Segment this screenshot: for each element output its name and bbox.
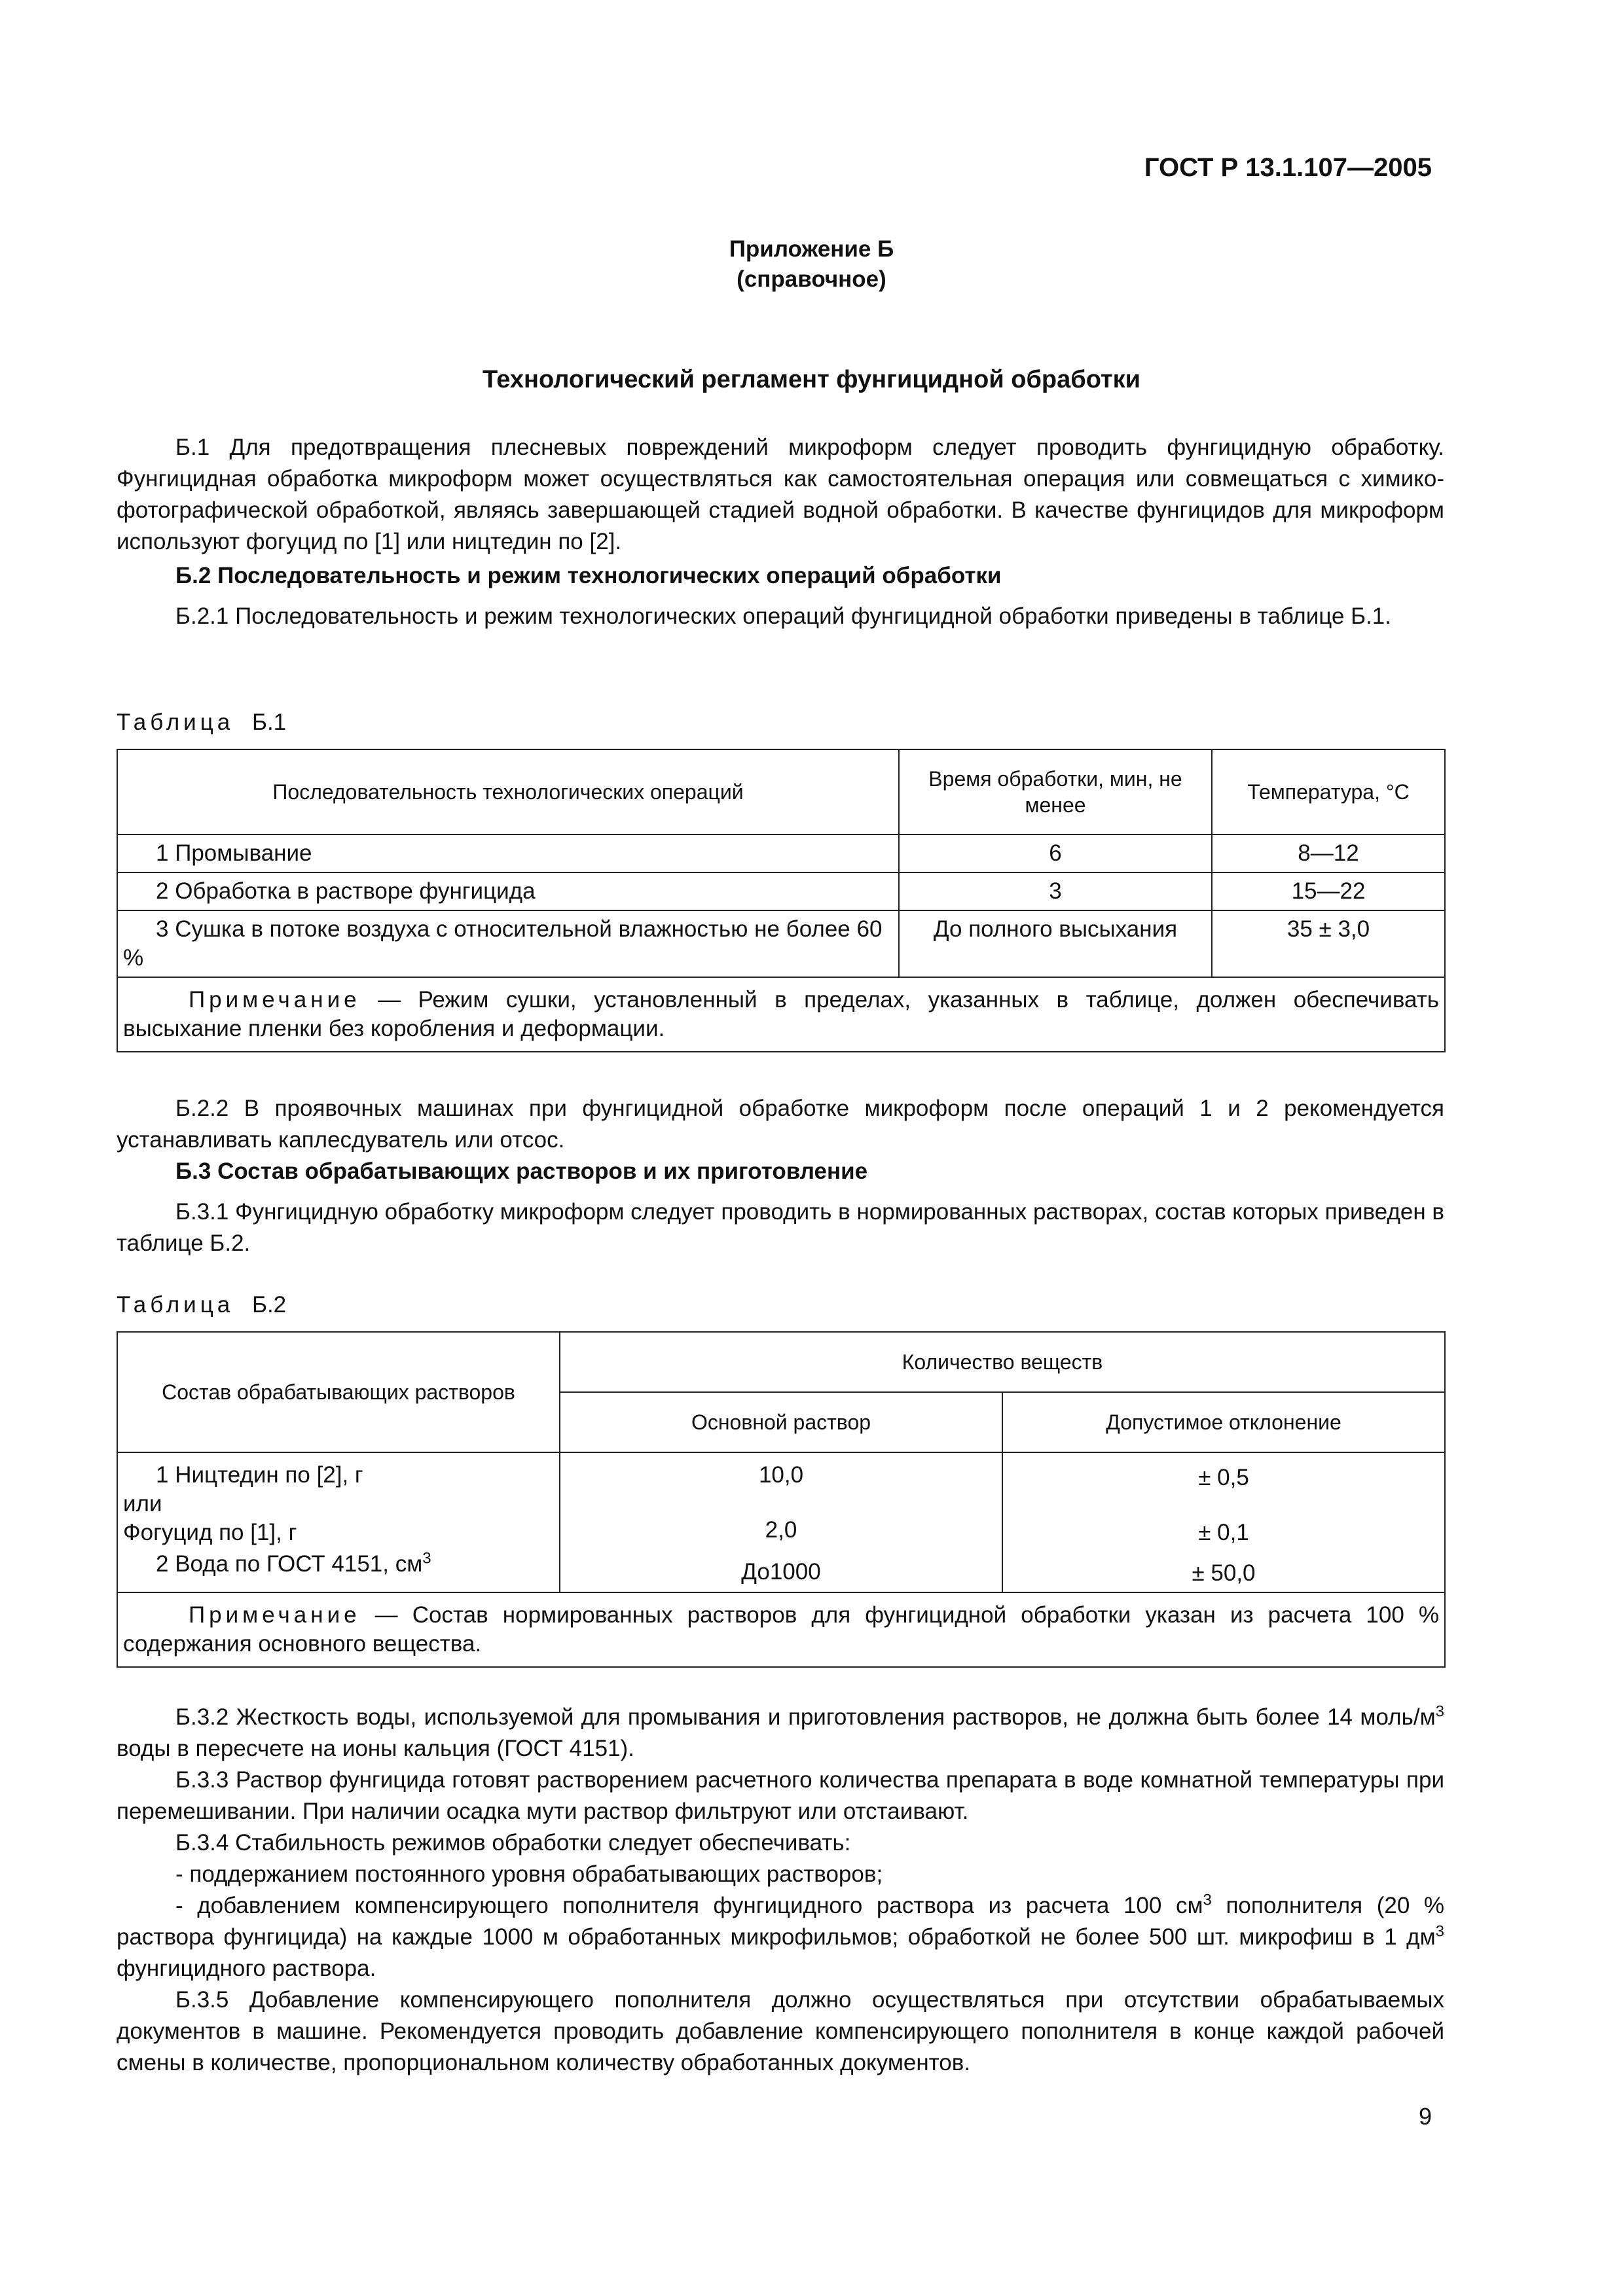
paragraph-b34-item2-part2: пополнителя (20 % раствора фунгицида) на каждые 1000 м обработанных микрофильмов; обработкой не более 500 шт. микрофиш в 1 дм xyxy=(117,1893,1444,1950)
table-b2-item-water xyxy=(123,1547,554,1579)
table-b1-cell-temperature: 35 ± 3,0 xyxy=(1212,910,1445,977)
table-b1-cell-operation: 1 Промывание xyxy=(117,834,899,872)
table-b2-dev-fogucid: ± 0,1 xyxy=(1198,1520,1249,1545)
paragraph-b34-item2-sup1: 3 xyxy=(1203,1891,1212,1909)
paragraph-b34-item2-part1: - добавлением компенсирующего пополнителя фунгицидного раствора из расчета 100 см xyxy=(175,1893,1203,1918)
table-b2-value-fogucid: 2,0 xyxy=(765,1517,797,1543)
table-b1-header-temperature: Температура, °С xyxy=(1212,749,1445,834)
table-b1-note-row xyxy=(117,977,1445,1052)
document-code: ГОСТ Р 13.1.107—2005 xyxy=(1144,153,1432,182)
table-b1-header-row xyxy=(117,749,1445,834)
appendix-title: Приложение Б xyxy=(729,236,894,262)
table-b1-caption-word: Таблица xyxy=(117,709,234,735)
section-b22-b31 xyxy=(117,1093,1444,1259)
table-b2-note-text: — Состав нормированных растворов для фунгицидной обработки указан из расчета 100 % содержания основного вещества. xyxy=(123,1602,1439,1657)
table-b1-cell-temperature: 8—12 xyxy=(1212,834,1445,872)
table-b1-header-time: Время обработки, мин, не менее xyxy=(899,749,1212,834)
table-b1-caption-num: Б.1 xyxy=(251,709,287,735)
paragraph-b1: Б.1 Для предотвращения плесневых повреждений микроформ следует проводить фунгицидную обработку. Фунгицидная обработка микроформ может осуществляться как самостоятельная операция или совмещаться с химико-фотографической обработкой, являясь завершающей стадией водной обработки. В качестве фунгицидов для микроформ используют фогуцид по [1] или ництедин по [2]. xyxy=(117,435,1444,554)
table-b1-header-operations: Последовательность технологических операций xyxy=(117,749,899,834)
table-b1-note-label: Примечание xyxy=(189,987,361,1013)
table-b2-cell-composition xyxy=(117,1452,560,1592)
table-b2-caption-word: Таблица xyxy=(117,1292,234,1318)
table-b1-cell-time: 6 xyxy=(899,834,1212,872)
table-b2-dev-nitsedin: ± 0,5 xyxy=(1198,1465,1249,1490)
heading-b3: Б.3 Состав обрабатывающих растворов и их приготовление xyxy=(175,1158,868,1184)
table-b2-cell-base xyxy=(560,1452,1002,1592)
table-b2-dev-water: ± 50,0 xyxy=(1192,1560,1256,1586)
section-b32-b35 xyxy=(117,1702,1444,2079)
table-b1-note-text: — Режим сушки, установленный в пределах, указанных в таблице, должен обеспечивать высыхание пленки без коробления и деформации. xyxy=(123,987,1439,1041)
table-b2-item-water-label: 2 Вода по ГОСТ 4151, см xyxy=(156,1551,423,1577)
appendix-kind: (справочное) xyxy=(737,266,886,292)
paragraph-b32 xyxy=(117,1702,1444,1765)
paragraph-b22: Б.2.2 В проявочных машинах при фунгицидной обработке микроформ после операций 1 и 2 рекомендуется устанавливать каплесдуватель или отсос. xyxy=(117,1096,1444,1153)
table-b1-block xyxy=(117,707,1444,1052)
table-row xyxy=(117,872,1445,910)
table-b2-item-water-sup: 3 xyxy=(422,1549,431,1568)
paragraph-b34-item2 xyxy=(117,1890,1444,1984)
paragraph-b34: Б.3.4 Стабильность режимов обработки следует обеспечивать: xyxy=(175,1830,851,1856)
section-b1 xyxy=(117,432,1444,632)
table-row xyxy=(117,1452,1445,1592)
table-b1-caption xyxy=(117,707,1444,738)
table-b2-note-label: Примечание xyxy=(189,1602,361,1628)
table-b2-header-quantity: Количество веществ xyxy=(560,1332,1445,1392)
appendix-heading xyxy=(0,234,1623,295)
table-b1-cell-operation: 2 Обработка в растворе фунгицида xyxy=(117,872,899,910)
main-title: Технологический регламент фунгицидной обработки xyxy=(482,366,1141,393)
table-b1-cell-operation: 3 Сушка в потоке воздуха с относительной влажностью не более 60 % xyxy=(117,910,899,977)
table-row xyxy=(117,910,1445,977)
paragraph-b21: Б.2.1 Последовательность и режим технологических операций фунгицидной обработки приведены в таблице Б.1. xyxy=(175,603,1391,629)
table-b2-block xyxy=(117,1289,1444,1668)
table-b1-cell-time: 3 xyxy=(899,872,1212,910)
paragraph-b34-item2-part3: фунгицидного раствора. xyxy=(117,1956,376,1981)
table-b2-caption xyxy=(117,1289,1444,1321)
paragraph-b34-item2-sup2: 3 xyxy=(1435,1922,1444,1941)
table-b2-value-nitsedin: 10,0 xyxy=(758,1462,804,1488)
table-b1-cell-temperature: 15—22 xyxy=(1212,872,1445,910)
paragraph-b32-sup: 3 xyxy=(1435,1702,1444,1721)
table-b2-header-base-solution: Основной раствор xyxy=(560,1392,1002,1452)
page-number: 9 xyxy=(1418,2103,1432,2130)
heading-b2: Б.2 Последовательность и режим технологических операций обработки xyxy=(175,563,1002,588)
table-row xyxy=(117,834,1445,872)
table-b2-item-nitsedin: 1 Ництедин по [2], г xyxy=(156,1462,363,1488)
table-b1-cell-time: До полного высыхания xyxy=(899,910,1212,977)
table-b2-item-fogucid: Фогуцид по [1], г xyxy=(123,1520,297,1545)
table-b2-cell-deviation xyxy=(1002,1452,1445,1592)
paragraph-b34-item1: - поддержанием постоянного уровня обрабатывающих растворов; xyxy=(175,1861,883,1887)
paragraph-b32-part2: воды в пересчете на ионы кальция (ГОСТ 4151). xyxy=(117,1736,634,1761)
paragraph-b31: Б.3.1 Фунгицидную обработку микроформ следует проводить в нормированных растворах, состав которых приведен в таблице Б.2. xyxy=(117,1199,1444,1256)
table-b1 xyxy=(117,749,1446,1052)
table-b2-caption-num: Б.2 xyxy=(251,1292,287,1318)
table-b2-header-composition: Состав обрабатывающих растворов xyxy=(117,1332,560,1452)
table-b2-item-or: или xyxy=(123,1491,162,1516)
table-b1-note xyxy=(117,977,1445,1052)
paragraph-b33: Б.3.3 Раствор фунгицида готовят растворением расчетного количества препарата в воде комнатной температуры при перемешивании. При наличии осадка мути раствор фильтруют или отстаивают. xyxy=(117,1767,1444,1824)
table-b2-value-water: До1000 xyxy=(741,1559,821,1585)
table-b2-note xyxy=(117,1592,1445,1667)
paragraph-b32-part1: Б.3.2 Жесткость воды, используемой для промывания и приготовления растворов, не должна быть более 14 моль/м xyxy=(175,1704,1436,1730)
table-b2-note-row xyxy=(117,1592,1445,1667)
table-b2 xyxy=(117,1331,1446,1668)
paragraph-b35: Б.3.5 Добавление компенсирующего пополнителя должно осуществляться при отсутствии обрабатываемых документов в машине. Рекомендуется проводить добавление компенсирующего пополнителя в конце каждой рабочей смены в количестве, пропорциональном количеству обработанных документов. xyxy=(117,1987,1444,2075)
table-b2-header-deviation: Допустимое отклонение xyxy=(1002,1392,1445,1452)
table-b2-header-row xyxy=(117,1332,1445,1392)
